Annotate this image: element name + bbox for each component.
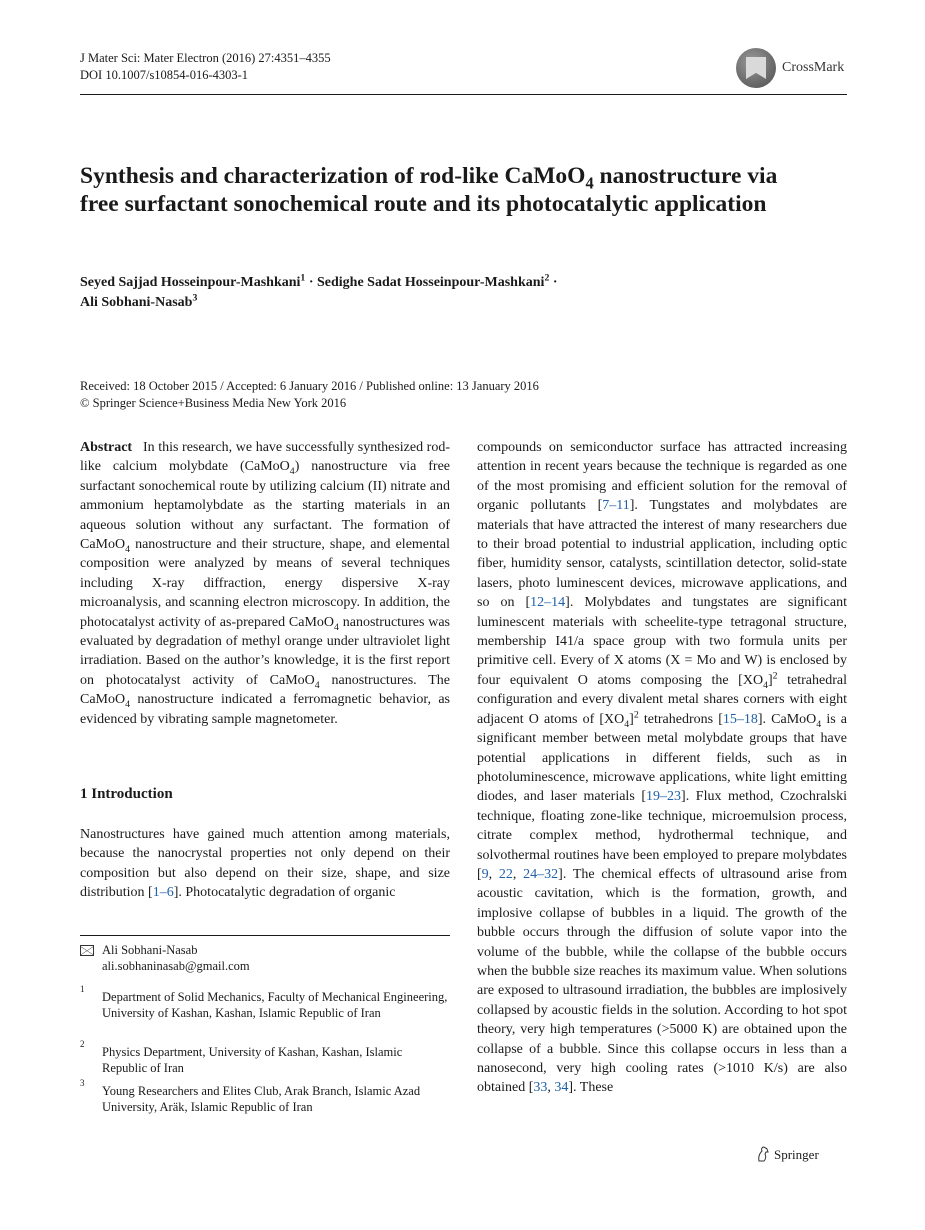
citation-link[interactable]: 1–6: [152, 885, 174, 901]
doi[interactable]: DOI 10.1007/s10854-016-4303-1: [80, 68, 249, 82]
abstract-label: Abstract: [80, 440, 133, 455]
crossmark-label: CrossMark: [782, 60, 845, 75]
citation-link[interactable]: 9: [481, 866, 489, 882]
article-history: [80, 378, 539, 412]
abstract: Abstract In this research, we have successfully synthesized rod-like calcium molybdate (CaMoO$_4$) nanostructure via free surfactant sonochemical route by utilizing calcium (II) nitrate and ammonium heptamolybdate as the starting materials in an aqueous solution without any surfactant. The formation of CaMoO$_4$ nanostructure and their structure, shape, and elemental composition were analyzed by means of several techniques including X-ray diffraction, energy dispersive X-ray microanalysis, and scanning electron microscopy. In addition, the photocatalyst activity of as-prepared CaMoO$_4$ nanostructures was evaluated by degradation of methyl orange under ultraviolet light irradiation. Based on the author’s knowledge, it is the first report on photocatalyst activity of CaMoO$_4$ nanostructures. The CaMoO$_4$ nanostructure indicated a ferromagnetic behavior, as evidenced by vibrating sample magnetometer.: [80, 440, 451, 727]
affiliation-3: 3 Young Researchers and Elites Club, Arak Branch, Islamic Azad University, Aräk, Islamic Republic of Iran: [80, 1078, 421, 1114]
section-heading-introduction: 1 Introduction: [80, 786, 173, 802]
author-2[interactable]: Sedighe Sadat Hosseinpour-Mashkani: [317, 275, 545, 290]
publisher-name: Springer: [774, 1147, 819, 1162]
citation-link[interactable]: 34: [554, 1080, 569, 1096]
crossmark-icon: [736, 48, 776, 88]
copyright: © Springer Science+Business Media New York 2016: [80, 396, 347, 410]
citation-link[interactable]: 19–23: [646, 789, 682, 805]
article-title: Synthesis and characterization of rod-like CaMoO$_4$ nanostructure via free surfactant sonochemical route and its photocatalytic application: [80, 163, 778, 217]
header-rule: [80, 94, 847, 95]
affiliation-1: 1 Department of Solid Mechanics, Faculty of Mechanical Engineering, University of Kashan, Kashan, Islamic Republic of Iran: [80, 984, 448, 1020]
corresponding-name: Ali Sobhani-Nasab: [102, 943, 198, 957]
springer-horse-icon: [756, 1146, 770, 1162]
crossmark-badge[interactable]: [736, 46, 848, 92]
corresponding-email[interactable]: ali.sobhaninasab@gmail.com: [102, 959, 250, 973]
citation-link[interactable]: 22: [498, 866, 513, 882]
journal-header: [80, 50, 331, 84]
introduction-continued: compounds on semiconductor surface has attracted increasing attention in recent years because the technique is regarded as one of the most promising and efficient solution for the removal of organic pollutants [7–11]. Tungstates and molybdates are materials that have attracted the interest of many researchers due to their broad potential to industrial application, including optic fiber, humidity sensor, catalysts, scintillation detector, solid-state lasers, photo luminescent devices, microwave applications, and so on [12–14]. Molybdates and tungstates are significant luminescent materials with scheelite-type tetragonal structure, membership I41/a space group with two formula units per primitive cell. Every of X atoms (X = Mo and W) is enclosed by four equivalent O atoms composing the $[XO_4]^2$ tetrahedral configuration and every divalent metal shares corners with eight adjacent O atoms of $[XO_4]^2$ tetrahedrons [15–18]. CaMoO$_4$ is a significant member between metal molybdate groups that have potential applications in different fields, such as in photoluminescence, microwave applications, white light emitting diodes, and laser materials [19–23]. Flux method, Czochralski technique, floating zone-like technique, microemulsion process, citrate complex method, hydrothermal technique, and solvothermal routines have been employed to prepare molybdates [9, 22, 24–32]. The chemical effects of ultrasound arise from acoustic cavitation, which is the formation, growth, and implosive collapse of bubbles in a liquid. The growth of the bubble occurs through the diffusion of solute vapor into the volume of the bubble, while the collapse of the bubble occurs when the bubble size reaches its maximum value. When solutions are exposed to ultrasound irradiation, the bubbles are implosively collapsed by acoustic fields in the solution. According to hot spot theory, very high temperatures (>5000 K) are obtained upon the collapse of a bubble. Since this collapse occurs in less than a nanosecond, very high cooling rates (>1010 K/s) are also obtained [33, 34]. These: [477, 440, 848, 1096]
journal-citation: J Mater Sci: Mater Electron (2016) 27:4351–4355: [80, 51, 331, 65]
citation-link[interactable]: 15–18: [722, 711, 758, 727]
history-dates: Received: 18 October 2015 / Accepted: 6 January 2016 / Published online: 13 January 2016: [80, 379, 539, 393]
author-list: Seyed Sajjad Hosseinpour-Mashkani$^1$ · Sedighe Sadat Hosseinpour-Mashkani$^2$ · Ali Sobhani-Nasab$^3$: [80, 272, 558, 310]
citation-link[interactable]: 12–14: [530, 595, 566, 611]
author-1[interactable]: Seyed Sajjad Hosseinpour-Mashkani: [80, 275, 301, 290]
corresponding-author: [80, 942, 450, 974]
envelope-icon: [80, 945, 94, 956]
footnote-rule: [80, 935, 450, 936]
citation-link[interactable]: 7–11: [602, 498, 630, 514]
introduction-text: Nanostructures have gained much attention among materials, because the nanocrystal properties not only depend on their composition but also depend on their size, shape, and size distribution [1–6]. Photocatalytic degradation of organic: [80, 827, 450, 901]
author-3[interactable]: Ali Sobhani-Nasab: [80, 295, 193, 310]
citation-link[interactable]: 24–32: [523, 866, 559, 882]
affiliation-2: 2 Physics Department, University of Kashan, Kashan, Islamic Republic of Iran: [80, 1039, 403, 1075]
publisher-logo: [756, 1146, 819, 1163]
citation-link[interactable]: 33: [533, 1080, 548, 1096]
